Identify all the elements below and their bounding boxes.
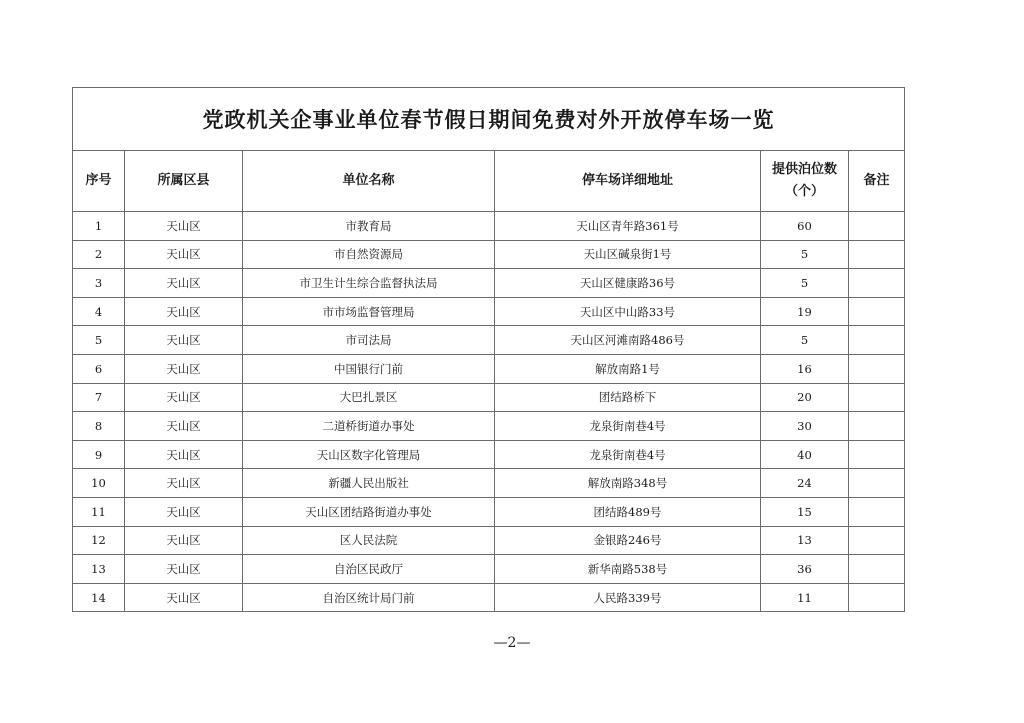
cell-unit-name: 大巴扎景区 (243, 383, 495, 412)
cell-district: 天山区 (125, 383, 243, 412)
cell-address: 龙泉街南巷4号 (495, 440, 761, 469)
cell-note (849, 440, 905, 469)
header-spaces-line1: 提供泊位数 (771, 162, 837, 177)
cell-note (849, 412, 905, 441)
cell-district: 天山区 (125, 469, 243, 498)
cell-index: 2 (73, 240, 125, 269)
cell-index: 14 (73, 583, 125, 612)
header-index: 序号 (73, 151, 125, 212)
table-row (73, 440, 905, 469)
cell-note (849, 469, 905, 498)
cell-unit-name: 新疆人民出版社 (243, 469, 495, 498)
parking-list-sheet (72, 87, 904, 612)
cell-index: 11 (73, 497, 125, 526)
cell-address: 天山区河滩南路486号 (495, 326, 761, 355)
cell-address: 解放南路348号 (495, 469, 761, 498)
cell-spaces: 5 (761, 240, 849, 269)
table-row (73, 297, 905, 326)
cell-spaces: 5 (761, 326, 849, 355)
cell-index: 9 (73, 440, 125, 469)
cell-index: 13 (73, 555, 125, 584)
cell-address: 团结路桥下 (495, 383, 761, 412)
cell-index: 7 (73, 383, 125, 412)
table-row (73, 555, 905, 584)
table-header-row (73, 151, 905, 212)
cell-index: 8 (73, 412, 125, 441)
cell-unit-name: 市市场监督管理局 (243, 297, 495, 326)
header-spaces-line2: （个） (784, 184, 824, 199)
cell-unit-name: 天山区数字化管理局 (243, 440, 495, 469)
table-row (73, 269, 905, 298)
cell-index: 5 (73, 326, 125, 355)
cell-note (849, 383, 905, 412)
cell-index: 3 (73, 269, 125, 298)
table-row (73, 497, 905, 526)
cell-address: 团结路489号 (495, 497, 761, 526)
cell-unit-name: 市自然资源局 (243, 240, 495, 269)
cell-district: 天山区 (125, 326, 243, 355)
header-spaces (761, 151, 849, 212)
cell-index: 10 (73, 469, 125, 498)
cell-spaces: 13 (761, 526, 849, 555)
cell-note (849, 240, 905, 269)
cell-spaces: 40 (761, 440, 849, 469)
table-row (73, 469, 905, 498)
parking-table (72, 87, 905, 612)
cell-district: 天山区 (125, 412, 243, 441)
page-number: —2— (493, 635, 531, 651)
table-row (73, 326, 905, 355)
cell-district: 天山区 (125, 555, 243, 584)
table-row (73, 526, 905, 555)
cell-unit-name: 自治区民政厅 (243, 555, 495, 584)
cell-spaces: 11 (761, 583, 849, 612)
cell-spaces: 20 (761, 383, 849, 412)
cell-address: 天山区中山路33号 (495, 297, 761, 326)
cell-note (849, 326, 905, 355)
cell-index: 12 (73, 526, 125, 555)
cell-address: 天山区健康路36号 (495, 269, 761, 298)
cell-spaces: 36 (761, 555, 849, 584)
cell-address: 龙泉街南巷4号 (495, 412, 761, 441)
cell-district: 天山区 (125, 269, 243, 298)
cell-note (849, 497, 905, 526)
header-district: 所属区县 (125, 151, 243, 212)
cell-index: 4 (73, 297, 125, 326)
cell-unit-name: 市教育局 (243, 212, 495, 241)
cell-district: 天山区 (125, 212, 243, 241)
cell-unit-name: 二道桥街道办事处 (243, 412, 495, 441)
header-note: 备注 (849, 151, 905, 212)
cell-address: 新华南路538号 (495, 555, 761, 584)
cell-unit-name: 市卫生计生综合监督执法局 (243, 269, 495, 298)
cell-unit-name: 自治区统计局门前 (243, 583, 495, 612)
cell-spaces: 24 (761, 469, 849, 498)
table-row (73, 212, 905, 241)
cell-note (849, 555, 905, 584)
header-unit-name: 单位名称 (243, 151, 495, 212)
cell-district: 天山区 (125, 240, 243, 269)
cell-district: 天山区 (125, 440, 243, 469)
cell-note (849, 297, 905, 326)
cell-unit-name: 区人民法院 (243, 526, 495, 555)
table-row (73, 354, 905, 383)
cell-note (849, 269, 905, 298)
cell-unit-name: 市司法局 (243, 326, 495, 355)
cell-spaces: 19 (761, 297, 849, 326)
table-row (73, 240, 905, 269)
cell-spaces: 60 (761, 212, 849, 241)
cell-district: 天山区 (125, 354, 243, 383)
cell-note (849, 212, 905, 241)
cell-note (849, 583, 905, 612)
cell-note (849, 526, 905, 555)
cell-district: 天山区 (125, 526, 243, 555)
cell-district: 天山区 (125, 583, 243, 612)
header-address: 停车场详细地址 (495, 151, 761, 212)
cell-spaces: 5 (761, 269, 849, 298)
table-row (73, 383, 905, 412)
cell-unit-name: 天山区团结路街道办事处 (243, 497, 495, 526)
cell-district: 天山区 (125, 497, 243, 526)
table-title: 党政机关企事业单位春节假日期间免费对外开放停车场一览 (73, 88, 905, 151)
cell-index: 6 (73, 354, 125, 383)
cell-address: 天山区青年路361号 (495, 212, 761, 241)
table-row (73, 412, 905, 441)
cell-address: 解放南路1号 (495, 354, 761, 383)
cell-spaces: 16 (761, 354, 849, 383)
cell-note (849, 354, 905, 383)
cell-address: 天山区碱泉街1号 (495, 240, 761, 269)
cell-spaces: 30 (761, 412, 849, 441)
cell-unit-name: 中国银行门前 (243, 354, 495, 383)
cell-district: 天山区 (125, 297, 243, 326)
cell-address: 人民路339号 (495, 583, 761, 612)
table-row (73, 583, 905, 612)
cell-address: 金银路246号 (495, 526, 761, 555)
cell-spaces: 15 (761, 497, 849, 526)
cell-index: 1 (73, 212, 125, 241)
